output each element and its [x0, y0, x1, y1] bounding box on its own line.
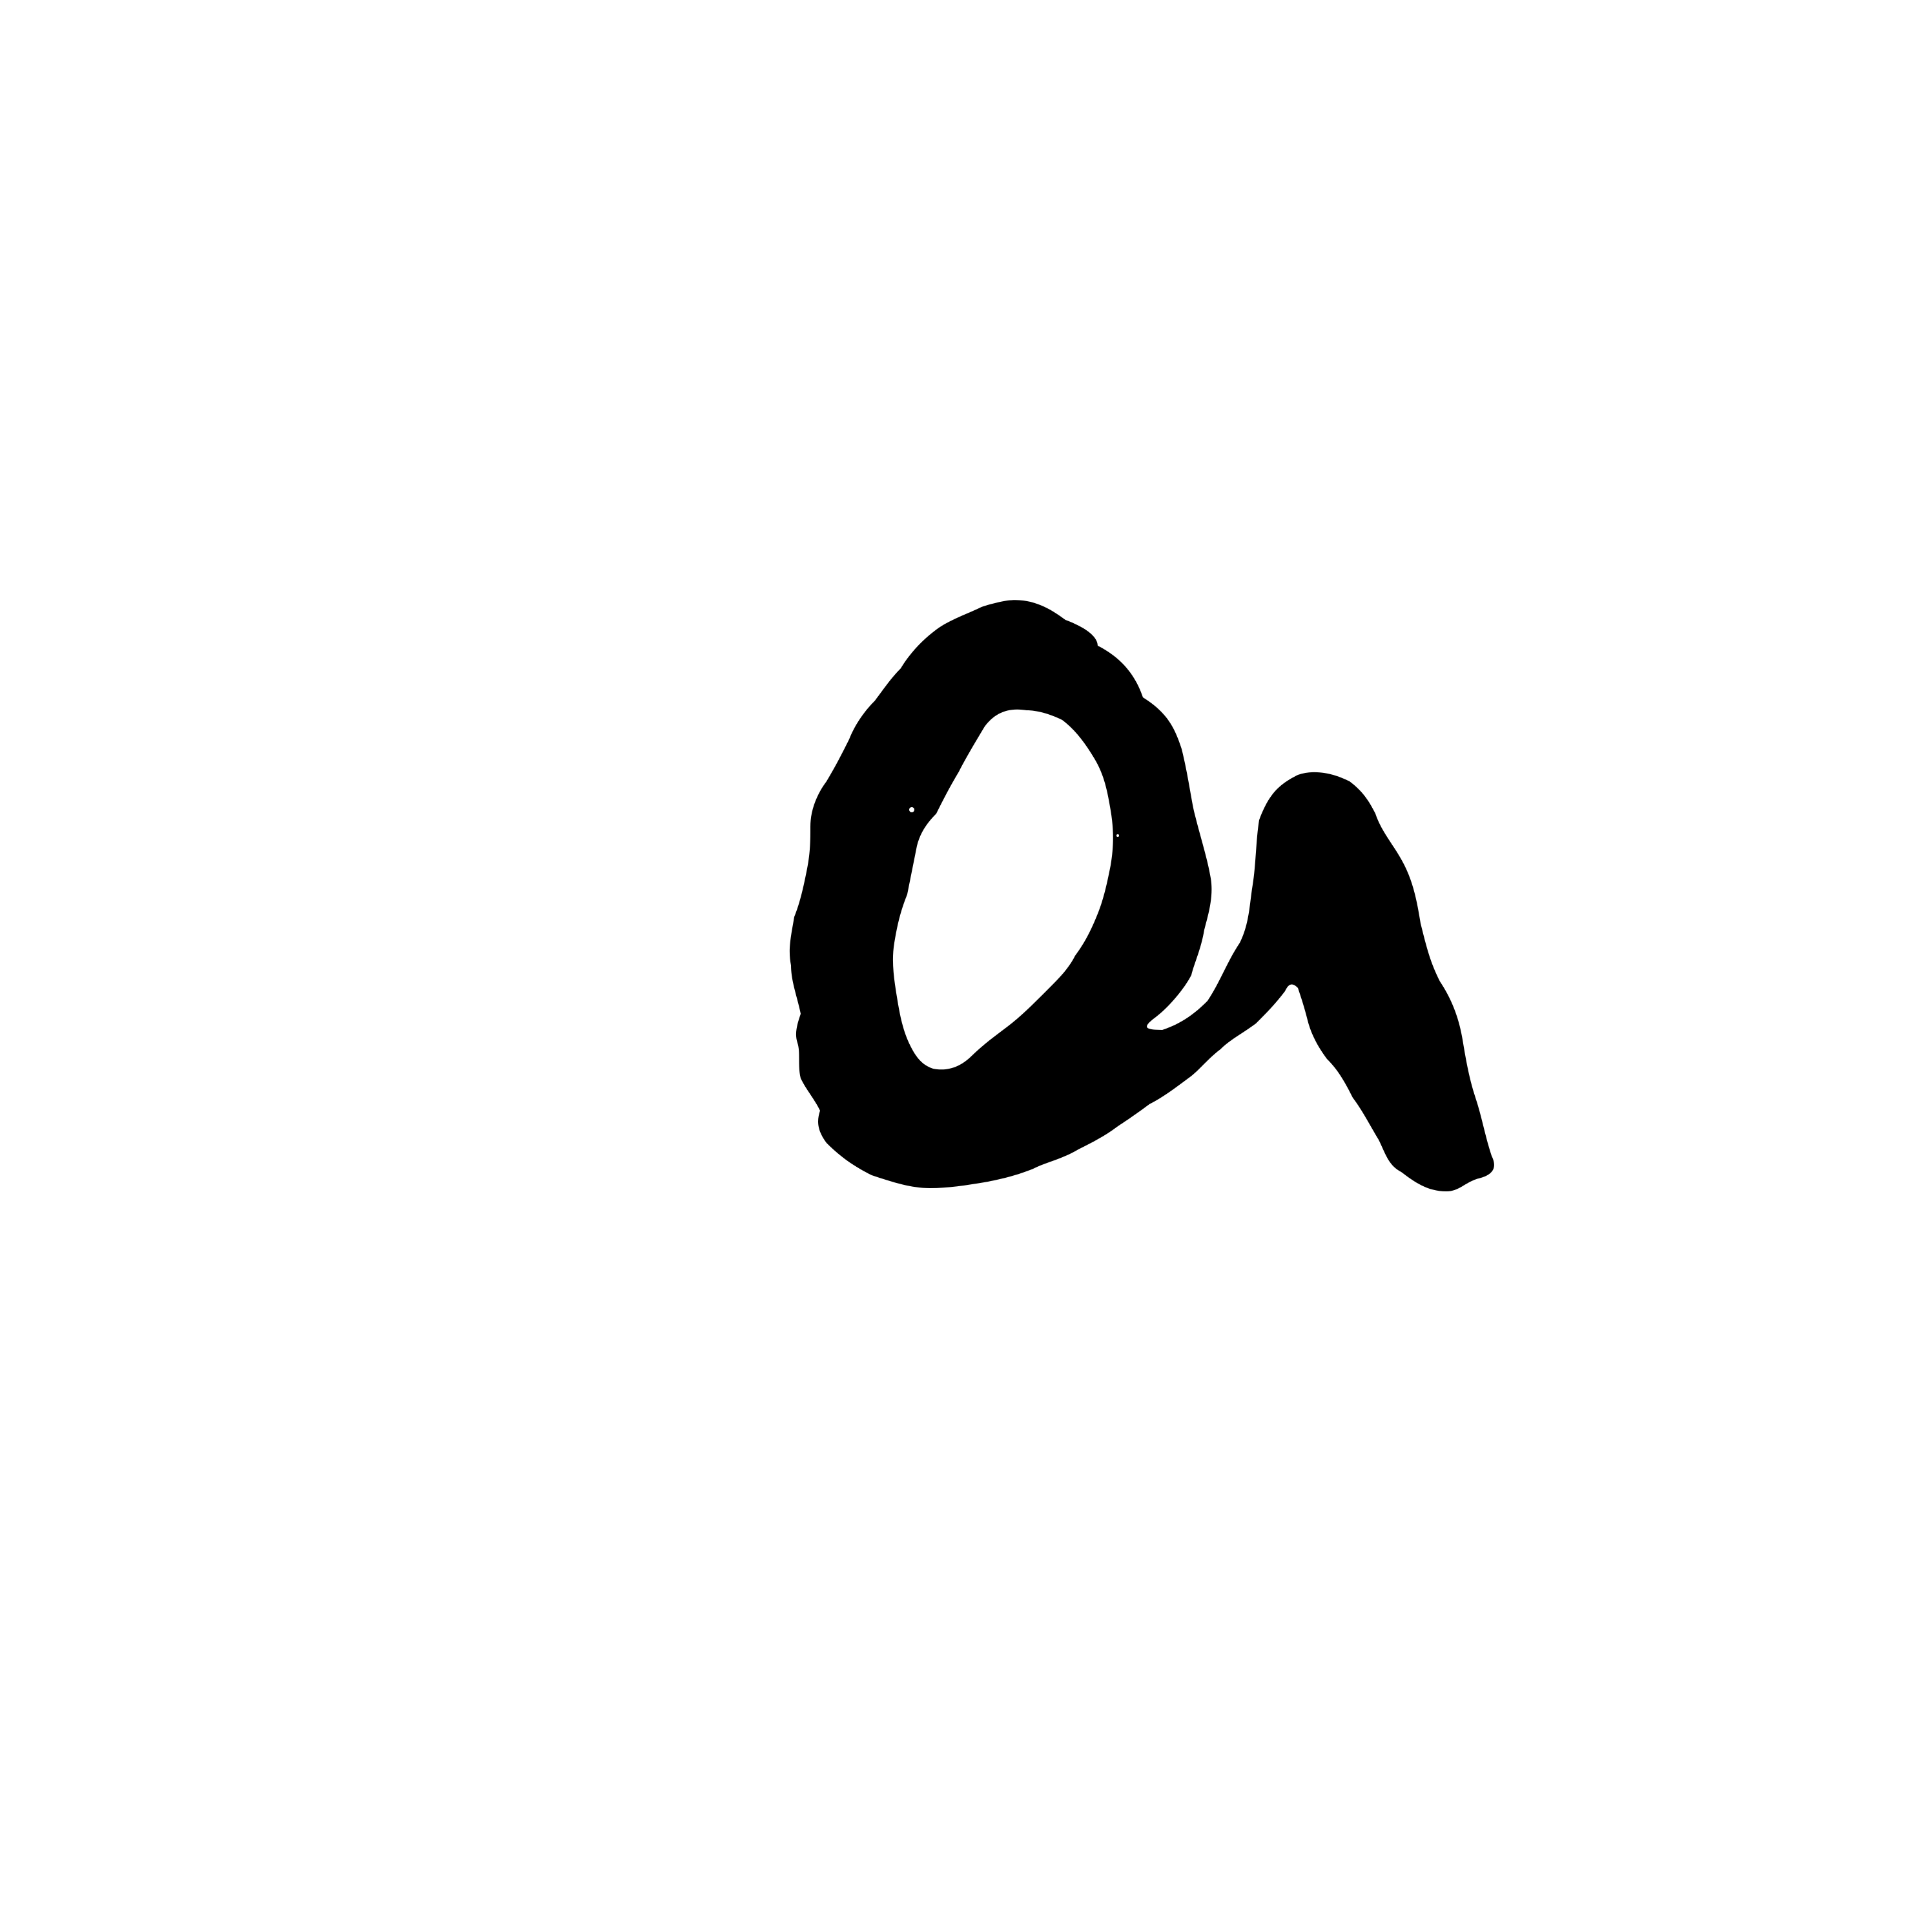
ink-speck — [909, 807, 914, 812]
ink-speck — [1116, 834, 1119, 837]
glyph-ink-shape — [790, 600, 1494, 1191]
